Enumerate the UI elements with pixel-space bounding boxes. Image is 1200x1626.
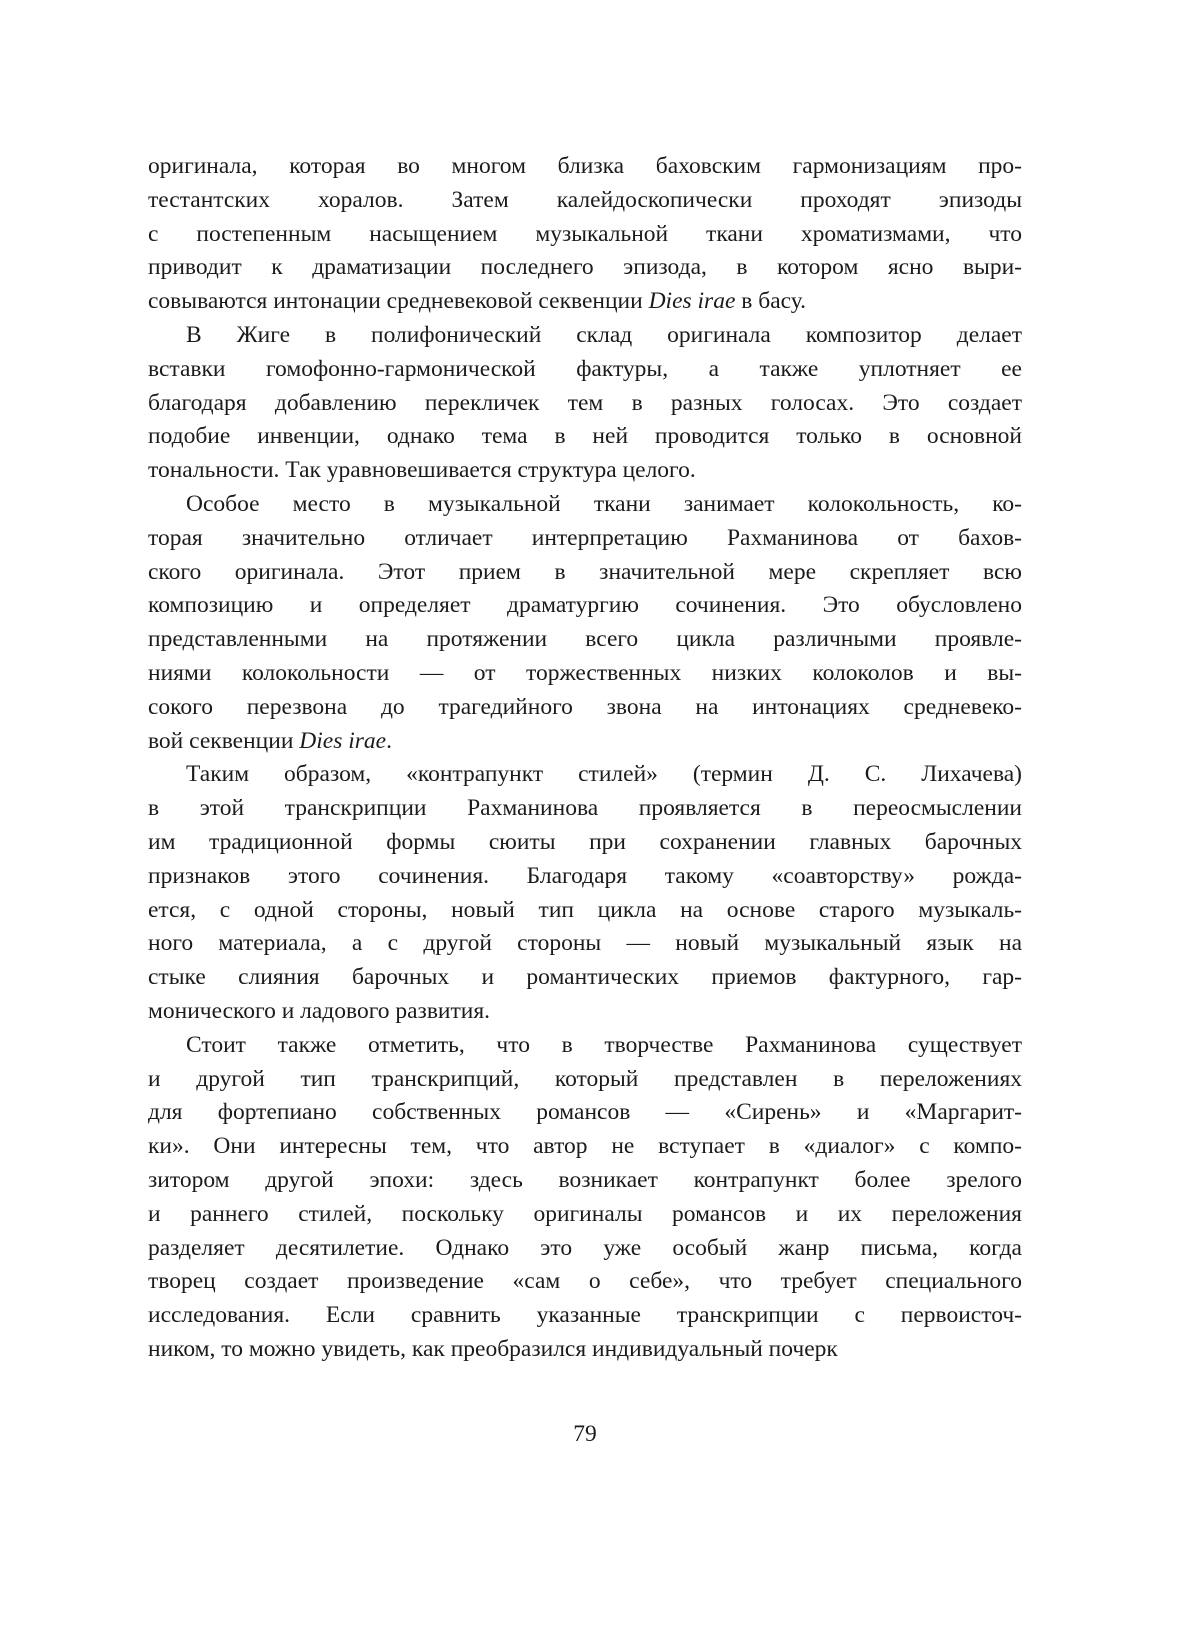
text-line [148, 285, 1022, 319]
text-run: в этой транскрипции Рахманинова проявляется в переосмыслении [148, 795, 1022, 822]
text-run: разделяет десятилетие. Однако это уже особый жанр письма, когда [148, 1234, 1022, 1261]
text-run: торая значительно отличает интерпретацию Рахманинова от бахов- [148, 524, 1022, 551]
text-run: сокого перезвона до трагедийного звона на интонациях средневеко- [148, 693, 1022, 720]
text-line [148, 1265, 1022, 1299]
text-line [148, 961, 1022, 995]
text-run: творец создает произведение «сам о себе», что требует специального [148, 1268, 1022, 1295]
text-line [148, 1198, 1022, 1232]
text-line [148, 1096, 1022, 1130]
paragraph [148, 488, 1022, 758]
text-run: композицию и определяет драматургию сочинения. Это обусловлено [148, 592, 1022, 619]
text-run: ниями колокольности — от торжественных низких колоколов и вы- [148, 659, 1022, 686]
text-line [148, 995, 1022, 1029]
text-line [148, 184, 1022, 218]
text-run: в басу. [735, 288, 807, 315]
text-line [148, 387, 1022, 421]
text-block [148, 150, 1022, 1367]
text-line [148, 1029, 1022, 1063]
text-run: ки». Они интересны тем, что автор не вступает в «диалог» с компо- [148, 1133, 1022, 1160]
text-run: ного материала, а с другой стороны — новый музыкальный язык на [148, 930, 1022, 957]
text-run: Таким образом, «контрапункт стилей» (термин Д. С. Лихачева) [186, 761, 1022, 788]
paragraph [148, 1029, 1022, 1367]
paragraph [148, 150, 1022, 319]
text-line [148, 1063, 1022, 1097]
text-line [148, 860, 1022, 894]
text-line [148, 488, 1022, 522]
italic-run: Dies irae [648, 288, 736, 315]
text-run: ского оригинала. Этот прием в значительной мере скрепляет всю [148, 558, 1022, 585]
text-line [148, 319, 1022, 353]
text-line [148, 1299, 1022, 1333]
text-line [148, 792, 1022, 826]
text-line [148, 556, 1022, 590]
text-line [148, 353, 1022, 387]
text-line [148, 454, 1022, 488]
text-run: для фортепиано собственных романсов — «Сирень» и «Маргарит- [148, 1099, 1022, 1126]
text-run: исследования. Если сравнить указанные транскрипции с первоисточ- [148, 1302, 1022, 1329]
text-run: приводит к драматизации последнего эпизода, в котором ясно выри- [148, 254, 1022, 281]
text-run: им традиционной формы сюиты при сохранении главных барочных [148, 828, 1022, 855]
paragraph [148, 758, 1022, 1028]
text-line [148, 826, 1022, 860]
text-run: вой секвенции [148, 727, 300, 754]
text-line [148, 420, 1022, 454]
text-run: . [386, 727, 392, 754]
text-run: признаков этого сочинения. Благодаря такому «соавторству» рожда- [148, 862, 1022, 889]
text-run: представленными на протяжении всего цикла различными проявле- [148, 626, 1022, 653]
text-run: зитором другой эпохи: здесь возникает контрапункт более зрелого [148, 1166, 1022, 1193]
text-line [148, 589, 1022, 623]
text-run: и раннего стилей, поскольку оригиналы романсов и их переложения [148, 1200, 1022, 1227]
text-line [148, 218, 1022, 252]
text-run: Особое место в музыкальной ткани занимает колокольность, ко- [186, 490, 1022, 517]
text-line [148, 1333, 1022, 1367]
text-run: совываются интонации средневековой секвенции [148, 288, 649, 315]
text-run: тональности. Так уравновешивается структура целого. [148, 457, 696, 484]
italic-run: Dies irae [299, 727, 387, 754]
text-run: монического и ладового развития. [148, 997, 491, 1024]
text-run: ется, с одной стороны, новый тип цикла на основе старого музыкаль- [148, 896, 1022, 923]
text-run: стыке слияния барочных и романтических приемов фактурного, гар- [148, 964, 1022, 991]
text-run: ником, то можно увидеть, как преобразился индивидуальный почерк [148, 1335, 838, 1362]
text-run: Стоит также отметить, что в творчестве Рахманинова существует [186, 1031, 1022, 1058]
text-run: благодаря добавлению перекличек тем в разных голосах. Это создает [148, 389, 1022, 416]
text-line [148, 894, 1022, 928]
text-line [148, 758, 1022, 792]
text-run: подобие инвенции, однако тема в ней проводится только в основной [148, 423, 1022, 450]
text-line [148, 1164, 1022, 1198]
text-line [148, 725, 1022, 759]
text-run: с постепенным насыщением музыкальной ткани хроматизмами, что [148, 220, 1022, 247]
text-line [148, 150, 1022, 184]
text-line [148, 927, 1022, 961]
text-line [148, 657, 1022, 691]
text-line [148, 1232, 1022, 1266]
text-run: и другой тип транскрипций, который представлен в переложениях [148, 1065, 1022, 1092]
text-line [148, 522, 1022, 556]
text-run: вставки гомофонно-гармонической фактуры, а также уплотняет ее [148, 355, 1022, 382]
page-number: 79 [573, 1421, 597, 1447]
text-run: оригинала, которая во многом близка баховским гармонизациям про- [148, 153, 1022, 179]
text-run: тестантских хоралов. Затем калейдоскопически проходят эпизоды [148, 186, 1022, 213]
text-line [148, 691, 1022, 725]
text-line [148, 623, 1022, 657]
text-line [148, 251, 1022, 285]
paragraph [148, 319, 1022, 488]
text-line [148, 1130, 1022, 1164]
text-run: В Жиге в полифонический склад оригинала композитор делает [186, 321, 1022, 348]
